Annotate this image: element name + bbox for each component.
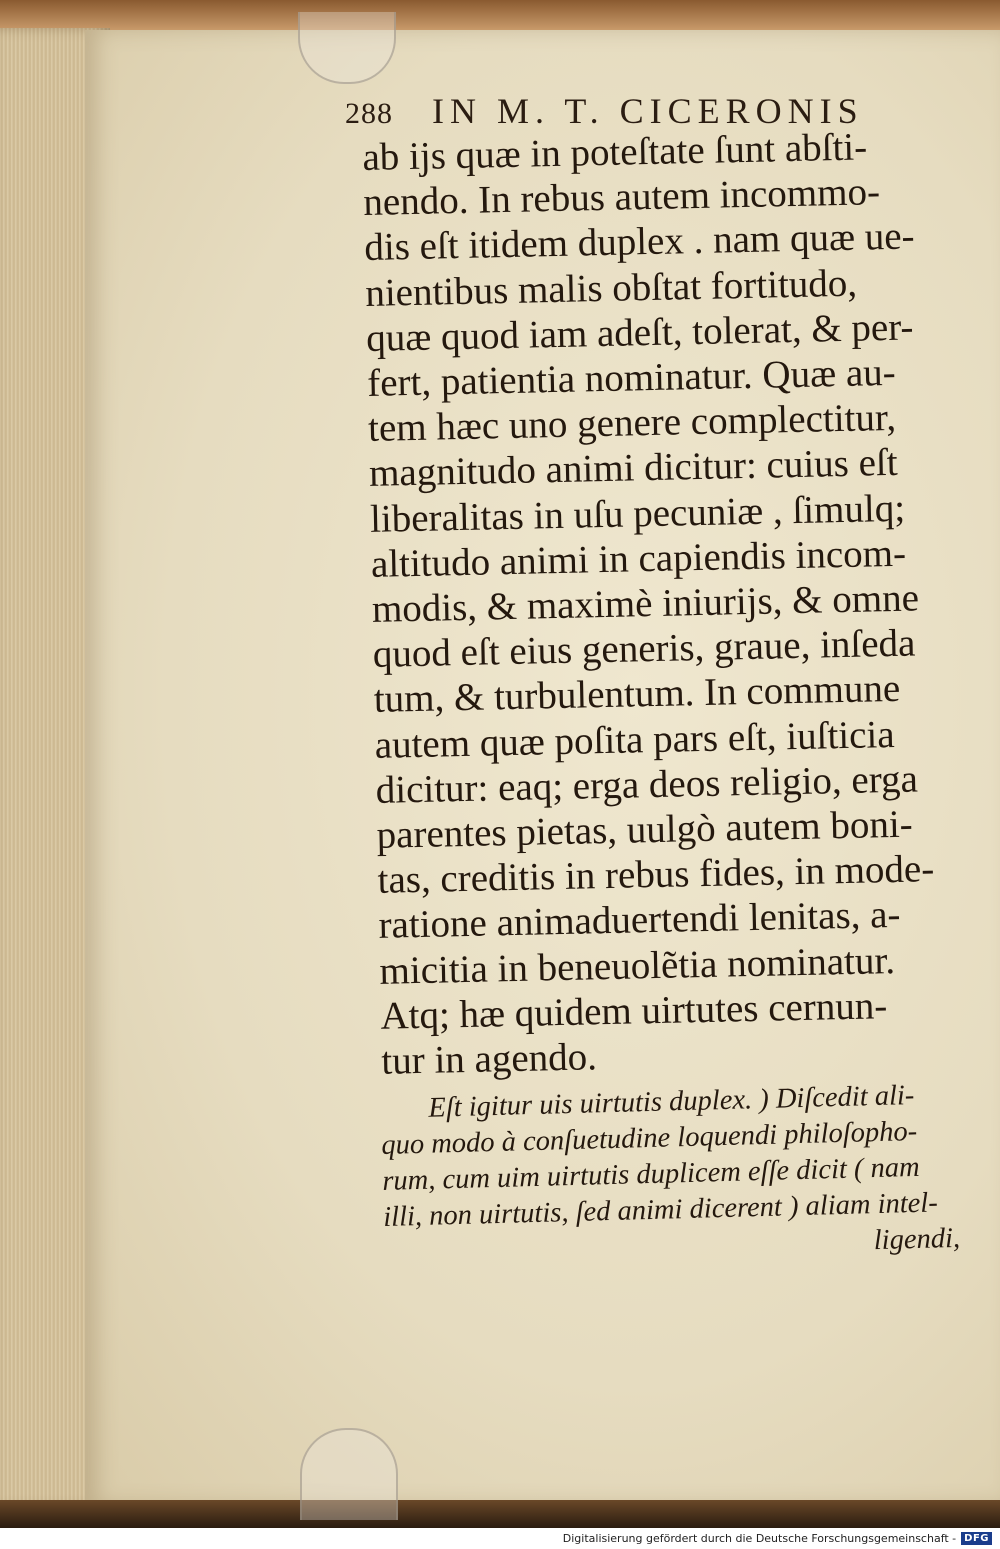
credit-text: Digitalisierung gefördert durch die Deutsche Forschungsgemeinschaft -: [562, 1532, 957, 1545]
main-text-line: Atq; hæ quidem uirtutes cernun-: [380, 984, 888, 1038]
page-number: 288: [345, 97, 393, 130]
book-bottom-edge: [0, 1500, 1000, 1528]
main-text-line: dicitur: eaq; erga deos religio, erga: [375, 757, 919, 812]
main-text-line: altitudo animi in capiendis incom-: [370, 531, 907, 586]
main-text-line: nientibus malis obſtat fortitudo,: [364, 261, 858, 315]
main-text-line: tem hæc uno genere complectitur,: [367, 396, 897, 451]
main-text-line: ratione animaduertendi lenitas, a-: [378, 893, 901, 948]
main-text-line: micitia in beneuolẽtia nominatur.: [379, 938, 896, 993]
main-text-line: modis, & maximè iniurijs, & omne: [371, 576, 920, 631]
main-text-line: quod eſt eius generis, graue, inſeda: [372, 621, 916, 677]
commentary-line: Eſt igitur uis uirtutis duplex. ) Diſcedit ali-: [428, 1080, 915, 1124]
main-text-line: tur in agendo.: [380, 1035, 598, 1083]
running-head-title: IN M. T. CICERONIS: [432, 91, 864, 131]
main-text-line: magnitudo animi dicitur: cuius eſt: [368, 441, 899, 496]
main-text-line: quæ quod iam adeſt, tolerat, & per-: [365, 305, 914, 360]
main-text-line: dis eſt itidem duplex . nam quæ ue-: [363, 214, 915, 270]
commentary-block: [380, 1077, 975, 1272]
page-clip-bottom: [300, 1428, 398, 1520]
main-text-line: tas, creditis in rebus fides, in mode-: [377, 847, 935, 903]
main-text-line: liberalitas in uſu pecuniæ , ſimulq;: [369, 486, 906, 541]
dfg-logo: DFG: [961, 1532, 992, 1545]
main-text-line: ab ijs quæ in poteſtate ſunt abſti-: [362, 125, 868, 179]
main-text-line: nendo. In rebus autem incommo-: [362, 170, 881, 225]
commentary-catchword: ligendi,: [873, 1222, 961, 1257]
commentary-line: rum, cum uim uirtutis duplicem eſſe dicit ( nam: [381, 1151, 921, 1197]
main-text-line: parentes pietas, uulgò autem boni-: [376, 802, 914, 857]
main-text-line: fert, patientia nominatur. Quæ au-: [366, 350, 897, 405]
commentary-line: quo modo à conſuetudine loquendi philoſopho-: [380, 1115, 918, 1161]
book-top-edge: [0, 0, 1000, 30]
main-text-block: [362, 122, 987, 1084]
commentary-line: illi, non uirtutis, ſed animi dicerent ) aliam intel-: [382, 1187, 939, 1233]
main-text-line: tum, & turbulentum. In commune: [373, 667, 901, 722]
digitization-credit-banner: [0, 1528, 1000, 1549]
main-text-line: autem quæ poſita pars eſt, iuſticia: [374, 712, 895, 767]
